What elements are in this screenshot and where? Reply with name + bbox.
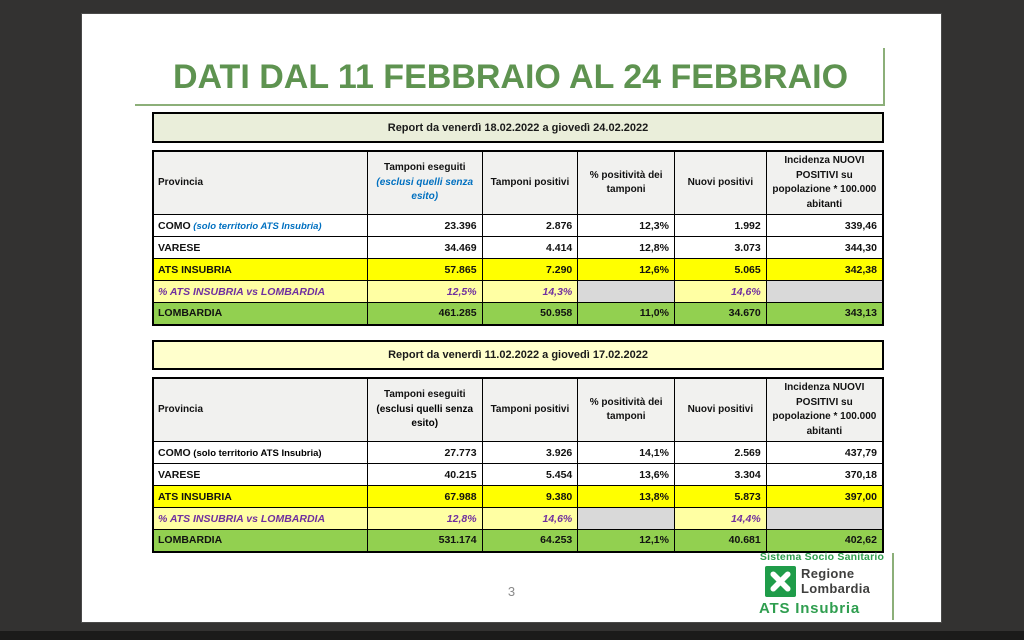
cell-value: 437,79 (766, 442, 883, 464)
cell-value: 57.865 (367, 259, 482, 281)
cell-value: 5.454 (482, 464, 578, 486)
report-table-1 (152, 150, 884, 326)
bottom-band (0, 631, 1024, 640)
column-header-nuovi-positivi: Nuovi positivi (674, 378, 766, 442)
cell-value: 13,6% (578, 464, 675, 486)
column-header-perc-positivita: % positività dei tamponi (578, 378, 675, 442)
cell-value: 14,6% (482, 508, 578, 530)
cell-value: 3.073 (674, 237, 766, 259)
report-table-2 (152, 377, 884, 553)
cell-value: 64.253 (482, 530, 578, 552)
cell-value (578, 508, 675, 530)
report-table-container-2 (152, 377, 884, 553)
cell-provincia: COMO (solo territorio ATS Insubria) (153, 215, 367, 237)
rosa-camuna-icon (765, 566, 796, 597)
regione-line: Regione (801, 566, 855, 582)
cell-value: 23.396 (367, 215, 482, 237)
regione-lombardia-logo-block (758, 551, 886, 619)
table-row (153, 303, 883, 325)
cell-value: 461.285 (367, 303, 482, 325)
cell-value: 4.414 (482, 237, 578, 259)
cell-value: 9.380 (482, 486, 578, 508)
footer-accent-line (892, 553, 894, 620)
cell-value: 14,4% (674, 508, 766, 530)
cell-value: 11,0% (578, 303, 675, 325)
column-header-incidenza: Incidenza NUOVI POSITIVI su popolazione * 100.000 abitanti (766, 151, 883, 215)
cell-value: 12,5% (367, 281, 482, 303)
cell-value: 342,38 (766, 259, 883, 281)
cell-value: 14,6% (674, 281, 766, 303)
cell-provincia: VARESE (153, 237, 367, 259)
column-header-note: (esclusi quelli senza esito) (376, 176, 474, 203)
cell-value (766, 281, 883, 303)
report-banner-1: Report da venerdì 18.02.2022 a giovedì 24.02.2022 (152, 112, 884, 143)
cell-value: 12,8% (578, 237, 675, 259)
cell-value: 7.290 (482, 259, 578, 281)
cell-value: 370,18 (766, 464, 883, 486)
table-header-row (153, 378, 883, 442)
lombardia-line: Lombardia (801, 580, 871, 596)
table-row (153, 237, 883, 259)
cell-value (578, 281, 675, 303)
cell-value: 34.670 (674, 303, 766, 325)
cell-value: 12,6% (578, 259, 675, 281)
table-row (153, 530, 883, 552)
cell-value: 339,46 (766, 215, 883, 237)
cell-value: 402,62 (766, 530, 883, 552)
cell-provincia: % ATS INSUBRIA vs LOMBARDIA (153, 508, 367, 530)
column-header-nuovi-positivi: Nuovi positivi (674, 151, 766, 215)
column-header-provincia: Provincia (153, 151, 367, 215)
column-header-tamponi-positivi: Tamponi positivi (482, 151, 578, 215)
column-header-tamponi-eseguiti: Tamponi eseguiti (esclusi quelli senza esito) (367, 378, 482, 442)
cell-value: 12,8% (367, 508, 482, 530)
sistema-socio-sanitario-label: Sistema Socio Sanitario (759, 551, 885, 563)
slide (82, 14, 941, 622)
cell-value: 50.958 (482, 303, 578, 325)
ats-insubria-label: ATS Insubria (759, 600, 860, 617)
cell-value: 12,1% (578, 530, 675, 552)
provincia-note: (solo territorio ATS Insubria) (190, 447, 322, 459)
cell-value: 1.992 (674, 215, 766, 237)
regione-lombardia-label (801, 567, 870, 595)
cell-value: 12,3% (578, 215, 675, 237)
table-row (153, 508, 883, 530)
table-header-row (153, 151, 883, 215)
cell-value: 397,00 (766, 486, 883, 508)
cell-provincia: ATS INSUBRIA (153, 486, 367, 508)
cell-provincia: LOMBARDIA (153, 303, 367, 325)
cell-value: 67.988 (367, 486, 482, 508)
column-header-provincia: Provincia (153, 378, 367, 442)
column-header-note: (esclusi quelli senza esito) (376, 403, 474, 430)
cell-provincia: ATS INSUBRIA (153, 259, 367, 281)
table-row (153, 442, 883, 464)
cell-value: 2.569 (674, 442, 766, 464)
cell-value: 13,8% (578, 486, 675, 508)
column-header-incidenza: Incidenza NUOVI POSITIVI su popolazione * 100.000 abitanti (766, 378, 883, 442)
page-number: 3 (507, 584, 516, 599)
cell-value: 5.873 (674, 486, 766, 508)
cell-value: 34.469 (367, 237, 482, 259)
cell-value: 343,13 (766, 303, 883, 325)
cell-provincia: % ATS INSUBRIA vs LOMBARDIA (153, 281, 367, 303)
table-row (153, 259, 883, 281)
slide-title: DATI DAL 11 FEBBRAIO AL 24 FEBBRAIO (172, 58, 849, 96)
cell-value: 14,3% (482, 281, 578, 303)
table-row (153, 464, 883, 486)
report-banner-2: Report da venerdì 11.02.2022 a giovedì 17.02.2022 (152, 340, 884, 370)
title-accent-line (883, 48, 885, 106)
cell-value: 5.065 (674, 259, 766, 281)
provincia-note: (solo territorio ATS Insubria) (190, 220, 322, 232)
cell-value: 2.876 (482, 215, 578, 237)
column-header-tamponi-eseguiti: Tamponi eseguiti (esclusi quelli senza esito) (367, 151, 482, 215)
cell-provincia: COMO (solo territorio ATS Insubria) (153, 442, 367, 464)
column-header-tamponi-positivi: Tamponi positivi (482, 378, 578, 442)
table-row (153, 281, 883, 303)
cell-value: 3.304 (674, 464, 766, 486)
table-row (153, 215, 883, 237)
title-underline (135, 104, 884, 106)
cell-value: 27.773 (367, 442, 482, 464)
cell-value: 40.681 (674, 530, 766, 552)
cell-value: 3.926 (482, 442, 578, 464)
report-table-container-1 (152, 150, 884, 326)
cell-value: 344,30 (766, 237, 883, 259)
column-header-perc-positivita: % positività dei tamponi (578, 151, 675, 215)
cell-value (766, 508, 883, 530)
cell-value: 14,1% (578, 442, 675, 464)
cell-provincia: LOMBARDIA (153, 530, 367, 552)
cell-value: 531.174 (367, 530, 482, 552)
cell-provincia: VARESE (153, 464, 367, 486)
table-row (153, 486, 883, 508)
cell-value: 40.215 (367, 464, 482, 486)
